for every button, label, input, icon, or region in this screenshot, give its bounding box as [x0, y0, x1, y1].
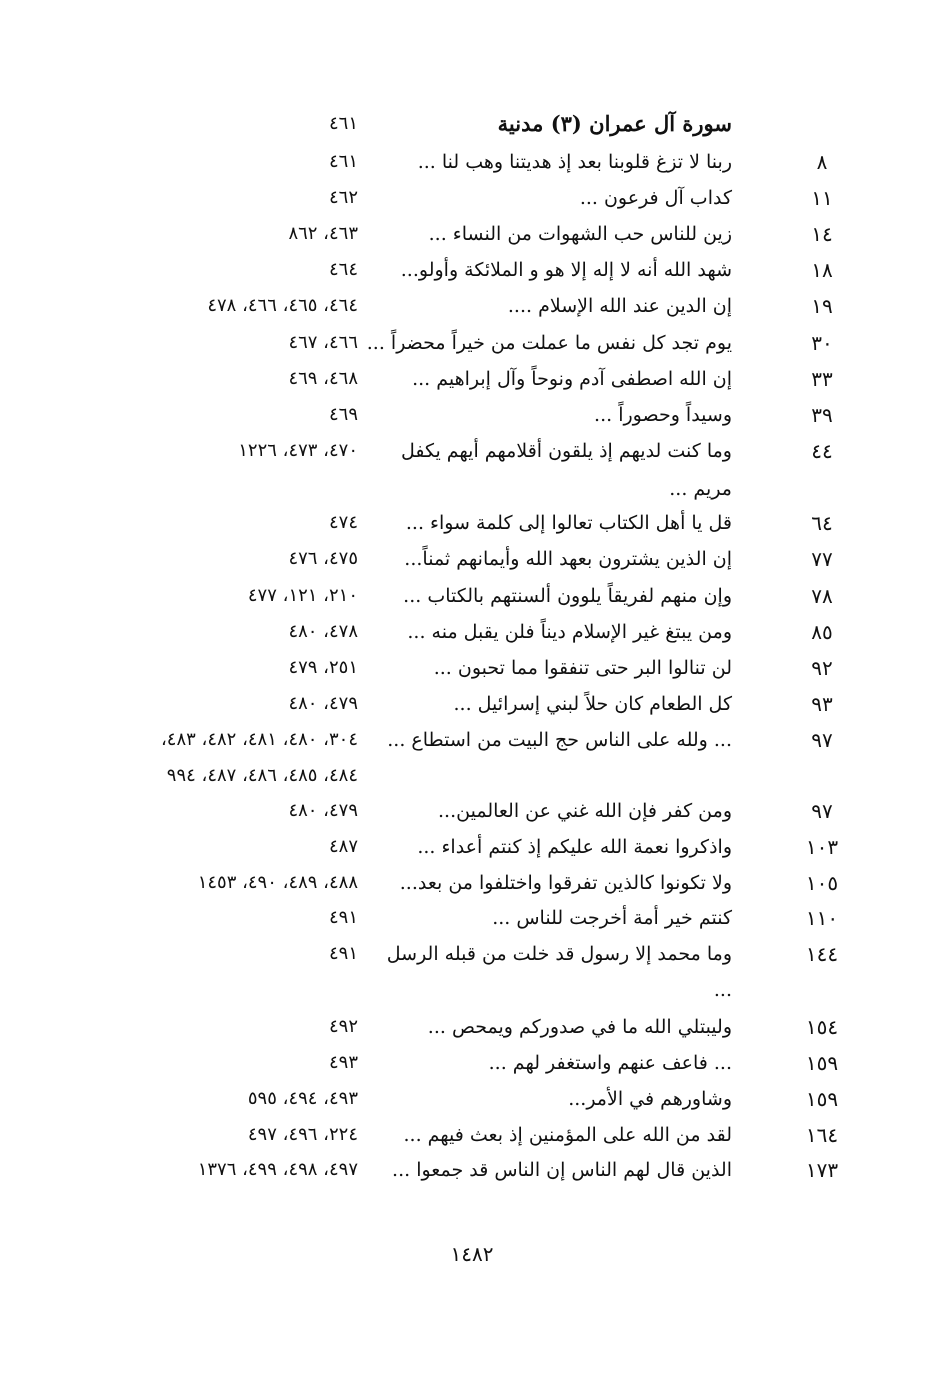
- verse-text-continuation: ...: [713, 979, 732, 1001]
- verse-number: ١٠٥: [805, 871, 839, 895]
- index-entry: [0, 325, 944, 361]
- verse-number: ٨٥: [811, 620, 833, 644]
- index-entry: [0, 1009, 944, 1045]
- verse-text: إن الدين عند الله الإسلام ....: [507, 295, 732, 317]
- index-entry: [0, 900, 944, 936]
- index-entry: [0, 252, 944, 288]
- index-entry: [0, 650, 944, 686]
- page-references: ٤٨٧: [328, 836, 358, 857]
- verse-text: ومن يبتغ غير الإسلام ديناً فلن يقبل منه ...: [407, 621, 732, 643]
- index-entry: [0, 1045, 944, 1081]
- index-entry: [0, 216, 944, 252]
- verse-text: وما كنت لديهم إذ يلقون أقلامهم أيهم يكفل: [400, 440, 732, 462]
- verse-number: ٤٤: [811, 439, 833, 463]
- verse-text: كنتم خير أمة أخرجت للناس ...: [492, 907, 732, 929]
- verse-text: زين للناس حب الشهوات من النساء ...: [428, 223, 732, 245]
- verse-text: الذين قال لهم الناس إن الناس قد جمعوا ...: [392, 1159, 732, 1181]
- verse-number: ٩٧: [811, 728, 833, 752]
- surah-title: سورة آل عمران (٣) مدنية: [497, 111, 732, 136]
- index-entry: [0, 829, 944, 865]
- index-entry: [0, 397, 944, 433]
- page-references: ٤٦٤: [328, 259, 358, 280]
- index-entry: [0, 180, 944, 216]
- verse-number: ١٥٩: [805, 1051, 839, 1075]
- page-references: ٤٩٢: [328, 1016, 358, 1037]
- page-references: ٤٦٨، ٤٦٩: [288, 368, 358, 389]
- verse-text: وشاورهم في الأمر...: [568, 1088, 732, 1110]
- page-references: ٤٦٣، ٨٦٢: [288, 223, 358, 244]
- verse-number: ١٥٩: [805, 1087, 839, 1111]
- index-entry-continuation: [0, 972, 944, 1008]
- surah-heading-row: [0, 106, 944, 142]
- verse-number: ٣٩: [811, 403, 833, 427]
- verse-number: ٣٣: [811, 367, 833, 391]
- verse-number: ١٠٣: [805, 835, 839, 859]
- page-references: ٤٧٤: [328, 512, 358, 533]
- verse-number: ٩٢: [811, 656, 833, 680]
- page-references: ٤٩١: [328, 943, 358, 964]
- page-references: ٢٥١، ٤٧٩: [288, 657, 358, 678]
- verse-text: وإن منهم لفريقاً يلوون ألسنتهم بالكتاب ...: [403, 585, 732, 607]
- verse-text: واذكروا نعمة الله عليكم إذ كنتم أعداء ...: [417, 836, 732, 858]
- verse-text: لقد من الله على المؤمنين إذ بعث فيهم ...: [403, 1124, 732, 1146]
- page-references: ٣٠٤، ٤٨٠، ٤٨١، ٤٨٢، ٤٨٣،: [160, 729, 358, 750]
- verse-text: كل الطعام كان حلاً لبني إسرائيل ...: [453, 693, 732, 715]
- page-references: ٤٧٩، ٤٨٠: [288, 800, 358, 821]
- verse-number: ٣٠: [811, 331, 833, 355]
- verse-text: وليبتلي الله ما في صدوركم ويمحص ...: [427, 1016, 732, 1038]
- verse-number: ١٦٤: [805, 1123, 839, 1147]
- page-references: ٤٦٢: [328, 187, 358, 208]
- verse-number: ١٥٤: [805, 1015, 839, 1039]
- verse-number: ١١٠: [805, 906, 839, 930]
- index-entry: [0, 505, 944, 541]
- page-references: ٤٩٧، ٤٩٨، ٤٩٩، ١٣٧٦: [197, 1159, 358, 1180]
- verse-text: يوم تجد كل نفس ما عملت من خيراً محضراً ...: [366, 332, 732, 354]
- page-references: ٤٧٨، ٤٨٠: [288, 621, 358, 642]
- surah-page-ref: ٤٦١: [328, 113, 358, 134]
- verse-number: ١٩: [811, 294, 833, 318]
- verse-text: إن الذين يشترون بعهد الله وأيمانهم ثمناً...: [404, 548, 732, 570]
- page-references: ٢١٠، ١٢١، ٤٧٧: [247, 585, 358, 606]
- index-entry: [0, 614, 944, 650]
- verse-number: ١١: [811, 186, 833, 210]
- verse-number: ١٤: [811, 222, 833, 246]
- page-references-continuation: ٤٨٤، ٤٨٥، ٤٨٦، ٤٨٧، ٩٩٤: [166, 765, 358, 786]
- verse-text: ولا تكونوا كالذين تفرقوا واختلفوا من بعد...: [399, 872, 732, 894]
- page-references: ٤٦٩: [328, 404, 358, 425]
- page-references: ٤٨٨، ٤٨٩، ٤٩٠، ١٤٥٣: [197, 872, 358, 893]
- verse-number: ٩٧: [811, 799, 833, 823]
- index-entry: [0, 288, 944, 324]
- index-entry: [0, 578, 944, 614]
- page-references: ٤٦٦، ٤٦٧: [288, 332, 358, 353]
- index-entry-continuation: [0, 471, 944, 507]
- verse-number: ١٨: [811, 258, 833, 282]
- verse-text: وسيداً وحصوراً ...: [594, 404, 732, 426]
- page-references: ٤٧٩، ٤٨٠: [288, 693, 358, 714]
- index-entry: [0, 865, 944, 901]
- index-entry: [0, 793, 944, 829]
- verse-text: قل يا أهل الكتاب تعالوا إلى كلمة سواء ...: [405, 512, 732, 534]
- index-entry: [0, 686, 944, 722]
- page-references: ٤٧٠، ٤٧٣، ١٢٢٦: [238, 440, 358, 461]
- verse-number: ١٧٣: [805, 1158, 839, 1182]
- verse-text: وما محمد إلا رسول قد خلت من قبله الرسل: [386, 943, 732, 965]
- verse-number: ١٤٤: [805, 942, 839, 966]
- verse-text: كداب آل فرعون ...: [579, 187, 732, 209]
- verse-number: ٦٤: [811, 511, 833, 535]
- verse-number: ٧٧: [811, 547, 833, 571]
- verse-text: ... فاعف عنهم واستغفر لهم ...: [488, 1052, 732, 1074]
- page-references: ٤٩٣: [328, 1052, 358, 1073]
- verse-number: ٨: [816, 150, 828, 174]
- index-entry: [0, 541, 944, 577]
- index-entry: [0, 433, 944, 469]
- index-entry: [0, 144, 944, 180]
- page-references: ٤٩١: [328, 907, 358, 928]
- verse-text-continuation: مريم ...: [669, 478, 732, 500]
- index-entry: [0, 1152, 944, 1188]
- index-entry-continuation: [0, 758, 944, 794]
- page-references: ٤٦٤، ٤٦٥، ٤٦٦، ٤٧٨: [207, 295, 358, 316]
- verse-text: ... ولله على الناس حج البيت من استطاع ...: [387, 729, 732, 751]
- verse-text: ومن كفر فإن الله غني عن العالمين...: [438, 800, 732, 822]
- index-entry: [0, 361, 944, 397]
- verse-text: لن تنالوا البر حتى تنفقوا مما تحبون ...: [433, 657, 732, 679]
- verse-text: شهد الله أنه لا إله إلا هو و الملائكة وأولو...: [400, 259, 732, 281]
- page-number: ١٤٨٢: [450, 1242, 494, 1266]
- verse-number: ٩٣: [811, 692, 833, 716]
- page-references: ٤٩٣، ٤٩٤، ٥٩٥: [247, 1088, 358, 1109]
- verse-text: إن الله اصطفى آدم ونوحاً وآل إبراهيم ...: [412, 368, 732, 390]
- index-entry: [0, 936, 944, 972]
- page-references: ٢٢٤، ٤٩٦، ٤٩٧: [247, 1124, 358, 1145]
- verse-number: ٧٨: [811, 584, 833, 608]
- page-references: ٤٧٥، ٤٧٦: [288, 548, 358, 569]
- index-entry: [0, 1117, 944, 1153]
- verse-text: ربنا لا تزغ قلوبنا بعد إذ هديتنا وهب لنا ...: [417, 151, 732, 173]
- index-entry: [0, 722, 944, 758]
- page-references: ٤٦١: [328, 151, 358, 172]
- index-entry: [0, 1081, 944, 1117]
